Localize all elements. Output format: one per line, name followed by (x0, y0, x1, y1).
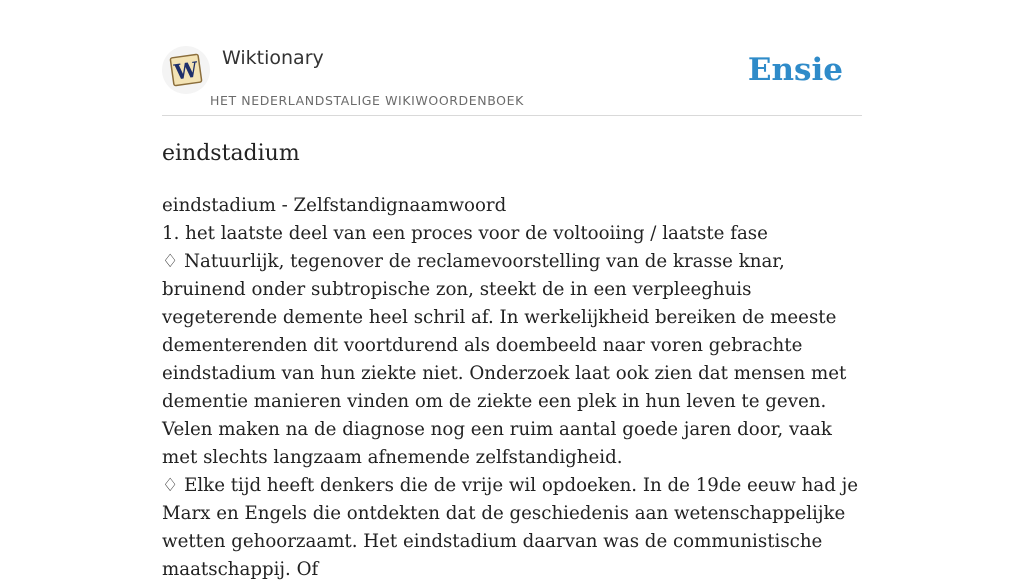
example-sentence: ♢ Natuurlijk, tegenover de reclamevoorstelling van de krasse knar, bruinend onder subtropische zon, steekt de in een verpleeghuis vegeterende demente heel schril af. In werkelijkheid bereiken de meeste dementerenden dit voortdurend als doembeeld naar voren gebrachte eindstadium van hun ziekte niet. Onderzoek laat ook zien dat mensen met dementie manieren vinden om de ziekte een plek in hun leven te geven. Velen maken na de diagnose nog een ruim aantal goede jaren door, vaak met slechts langzaam afnemende zelfstandigheid. (162, 251, 847, 468)
logo-letter: W (172, 56, 200, 85)
site-name[interactable]: Wiktionary (222, 47, 324, 69)
ensie-brand-link[interactable]: Ensie (747, 52, 843, 88)
entry-definition: 1. het laatste deel van een proces voor de voltooiing / laatste fase (162, 223, 768, 244)
site-header (162, 40, 862, 116)
entry-heading: eindstadium - Zelfstandignaamwoord (162, 195, 507, 216)
example-sentence: ♢ Elke tijd heeft denkers die de vrije wil opdoeken. In de 19de eeuw had je Marx en Engels die ontdekten dat de geschiedenis aan wetenschappelijke wetten gehoorzaamt. Het eindstadium daarvan was de communistische maatschappij. Of (162, 475, 859, 580)
entry-body (162, 192, 867, 584)
wiktionary-logo-icon[interactable] (162, 46, 210, 94)
page-title: eindstadium (162, 141, 300, 166)
logo-tile-icon (169, 53, 203, 87)
site-subtitle: HET NEDERLANDSTALIGE WIKIWOORDENBOEK (210, 93, 524, 108)
